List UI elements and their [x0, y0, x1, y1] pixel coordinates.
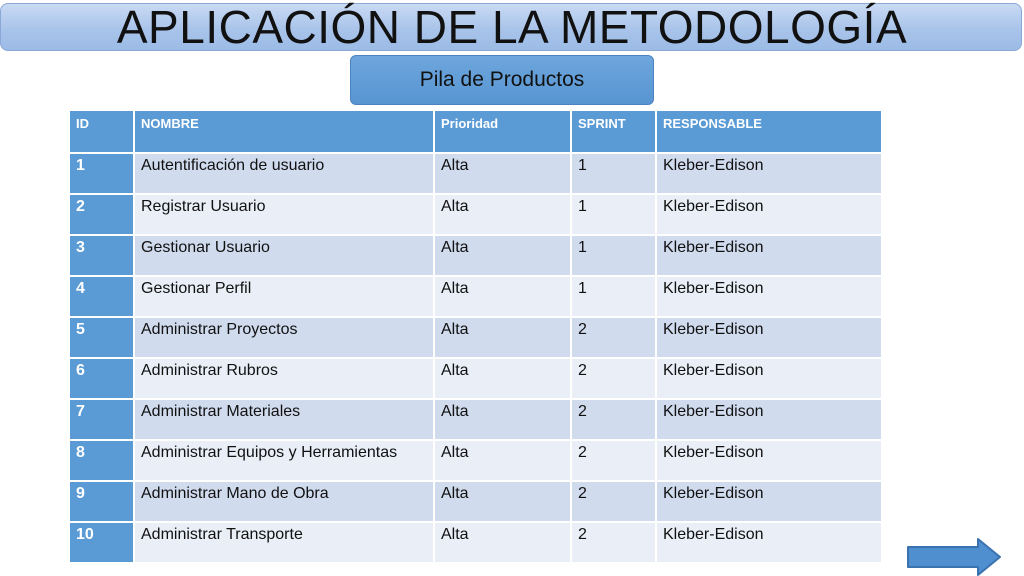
cell-sprint: 1	[571, 235, 656, 276]
cell-prioridad: Alta	[434, 358, 571, 399]
cell-id: 8	[69, 440, 134, 481]
cell-prioridad: Alta	[434, 440, 571, 481]
table-header-row	[69, 110, 882, 153]
cell-sprint: 1	[571, 153, 656, 194]
cell-id: 4	[69, 276, 134, 317]
cell-nombre: Autentificación de usuario	[134, 153, 434, 194]
cell-prioridad: Alta	[434, 481, 571, 522]
header-id: ID	[69, 110, 134, 153]
cell-sprint: 2	[571, 399, 656, 440]
cell-prioridad: Alta	[434, 194, 571, 235]
cell-responsable: Kleber-Edison	[656, 235, 882, 276]
cell-prioridad: Alta	[434, 276, 571, 317]
cell-id: 7	[69, 399, 134, 440]
table-row	[69, 235, 882, 276]
cell-nombre: Administrar Rubros	[134, 358, 434, 399]
table-row	[69, 440, 882, 481]
cell-sprint: 2	[571, 522, 656, 563]
cell-responsable: Kleber-Edison	[656, 358, 882, 399]
cell-prioridad: Alta	[434, 399, 571, 440]
table-row	[69, 522, 882, 563]
cell-sprint: 1	[571, 276, 656, 317]
right-arrow-icon[interactable]	[906, 538, 1002, 576]
table-row	[69, 276, 882, 317]
table-row	[69, 153, 882, 194]
subtitle-box	[350, 55, 654, 105]
cell-sprint: 2	[571, 440, 656, 481]
header-responsable: RESPONSABLE	[656, 110, 882, 153]
header-sprint: SPRINT	[571, 110, 656, 153]
cell-id: 2	[69, 194, 134, 235]
cell-nombre: Gestionar Usuario	[134, 235, 434, 276]
product-backlog-table	[68, 109, 883, 564]
cell-sprint: 2	[571, 317, 656, 358]
cell-responsable: Kleber-Edison	[656, 522, 882, 563]
cell-id: 9	[69, 481, 134, 522]
cell-id: 5	[69, 317, 134, 358]
cell-id: 1	[69, 153, 134, 194]
header-prioridad: Prioridad	[434, 110, 571, 153]
cell-prioridad: Alta	[434, 235, 571, 276]
cell-responsable: Kleber-Edison	[656, 481, 882, 522]
cell-nombre: Gestionar Perfil	[134, 276, 434, 317]
table-row	[69, 399, 882, 440]
cell-responsable: Kleber-Edison	[656, 399, 882, 440]
cell-prioridad: Alta	[434, 522, 571, 563]
cell-nombre: Administrar Mano de Obra	[134, 481, 434, 522]
cell-id: 10	[69, 522, 134, 563]
cell-sprint: 2	[571, 481, 656, 522]
table-row	[69, 358, 882, 399]
cell-nombre: Administrar Materiales	[134, 399, 434, 440]
cell-responsable: Kleber-Edison	[656, 153, 882, 194]
cell-nombre: Registrar Usuario	[134, 194, 434, 235]
cell-id: 3	[69, 235, 134, 276]
subtitle-label: Pila de Productos	[419, 68, 585, 91]
cell-responsable: Kleber-Edison	[656, 276, 882, 317]
cell-nombre: Administrar Transporte	[134, 522, 434, 563]
cell-prioridad: Alta	[434, 153, 571, 194]
slide-title: APLICACIÓN DE LA METODOLOGÍA	[116, 1, 908, 53]
header-nombre: NOMBRE	[134, 110, 434, 153]
table-row	[69, 317, 882, 358]
cell-responsable: Kleber-Edison	[656, 194, 882, 235]
cell-sprint: 1	[571, 194, 656, 235]
cell-sprint: 2	[571, 358, 656, 399]
cell-responsable: Kleber-Edison	[656, 440, 882, 481]
cell-id: 6	[69, 358, 134, 399]
cell-prioridad: Alta	[434, 317, 571, 358]
cell-nombre: Administrar Proyectos	[134, 317, 434, 358]
table-row	[69, 481, 882, 522]
cell-responsable: Kleber-Edison	[656, 317, 882, 358]
cell-nombre: Administrar Equipos y Herramientas	[134, 440, 434, 481]
table-row	[69, 194, 882, 235]
